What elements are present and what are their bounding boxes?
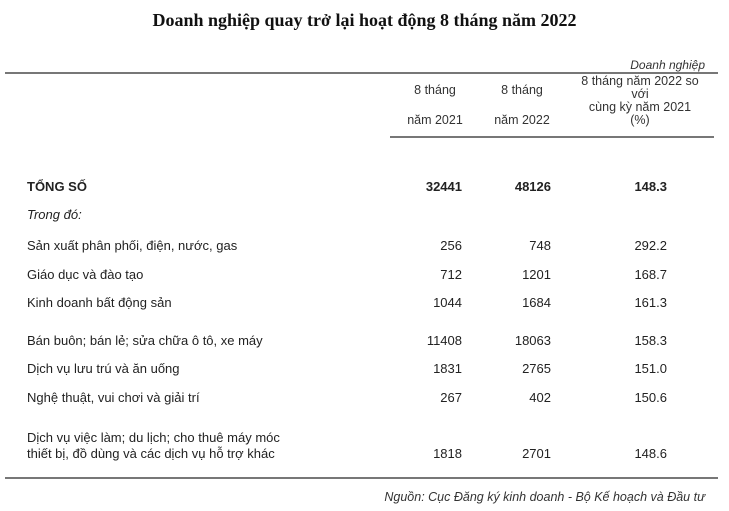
value-2022: 748 <box>529 238 551 253</box>
value-2021: 267 <box>440 390 462 405</box>
value-pct: 148.3 <box>634 179 667 194</box>
table-row <box>0 333 729 353</box>
row-label: TỔNG SỐ <box>27 179 87 194</box>
row-label: Kinh doanh bất động sản <box>27 295 172 310</box>
row-label: thiết bị, đồ dùng và các dịch vụ hỗ trợ khác <box>27 446 275 461</box>
header-2022 <box>482 84 562 127</box>
table-row <box>0 295 729 315</box>
value-2021: 712 <box>440 267 462 282</box>
table-row <box>0 238 729 258</box>
row-label: Dịch vụ lưu trú và ăn uống <box>27 361 180 376</box>
header-text: (%) <box>630 113 650 127</box>
header-text: cùng kỳ năm 2021 <box>588 100 692 114</box>
value-2022: 2765 <box>522 361 551 376</box>
value-pct: 158.3 <box>634 333 667 348</box>
row-label: Giáo dục và đào tạo <box>27 267 144 282</box>
value-2022: 402 <box>529 390 551 405</box>
value-pct: 150.6 <box>634 390 667 405</box>
value-2021: 32441 <box>425 179 462 194</box>
header-2021 <box>395 84 475 127</box>
row-label: Nghệ thuật, vui chơi và giải trí <box>27 390 200 405</box>
value-pct: 292.2 <box>634 238 667 253</box>
page-title: Doanh nghiệp quay trở lại hoạt động 8 tháng năm 2022 <box>152 10 577 30</box>
subheading: Trong đó: <box>27 207 82 222</box>
table-row <box>0 267 729 287</box>
row-label: Sản xuất phân phối, điện, nước, gas <box>27 238 238 253</box>
header-text: năm 2021 <box>407 113 463 127</box>
value-2021: 256 <box>440 238 462 253</box>
value-2022: 2701 <box>522 446 551 461</box>
value-pct: 151.0 <box>634 361 667 376</box>
value-2021: 11408 <box>426 333 462 348</box>
row-label: Bán buôn; bán lẻ; sửa chữa ô tô, xe máy <box>27 333 263 348</box>
source-note: Nguồn: Cục Đăng ký kinh doanh - Bộ Kế hoạch và Đầu tư <box>384 490 705 504</box>
header-text: 8 tháng <box>414 83 456 97</box>
value-2022: 18063 <box>514 333 551 348</box>
header-pct <box>570 75 710 127</box>
header-text: 8 tháng <box>501 83 543 97</box>
value-pct: 161.3 <box>634 295 667 310</box>
row-label: Dịch vụ việc làm; du lịch; cho thuê máy móc <box>27 430 280 445</box>
value-pct: 148.6 <box>634 446 667 461</box>
table-row <box>0 430 729 464</box>
table-row <box>0 361 729 381</box>
value-2021: 1818 <box>433 446 462 461</box>
value-pct: 168.7 <box>634 267 667 282</box>
value-2022: 1201 <box>522 267 551 282</box>
value-2021: 1831 <box>433 361 462 376</box>
value-2021: 1044 <box>433 295 462 310</box>
value-2022: 1684 <box>522 295 551 310</box>
header-text: 8 tháng năm 2022 so <box>581 74 699 88</box>
bottom-rule <box>5 477 718 479</box>
subheading-row <box>0 207 729 227</box>
value-2022: 48126 <box>514 179 551 194</box>
table-row <box>0 390 729 410</box>
header-text: với <box>631 87 649 101</box>
header-text: năm 2022 <box>494 113 550 127</box>
total-row <box>0 179 729 199</box>
header-rule <box>390 136 714 138</box>
unit-label: Doanh nghiệp <box>630 58 705 72</box>
